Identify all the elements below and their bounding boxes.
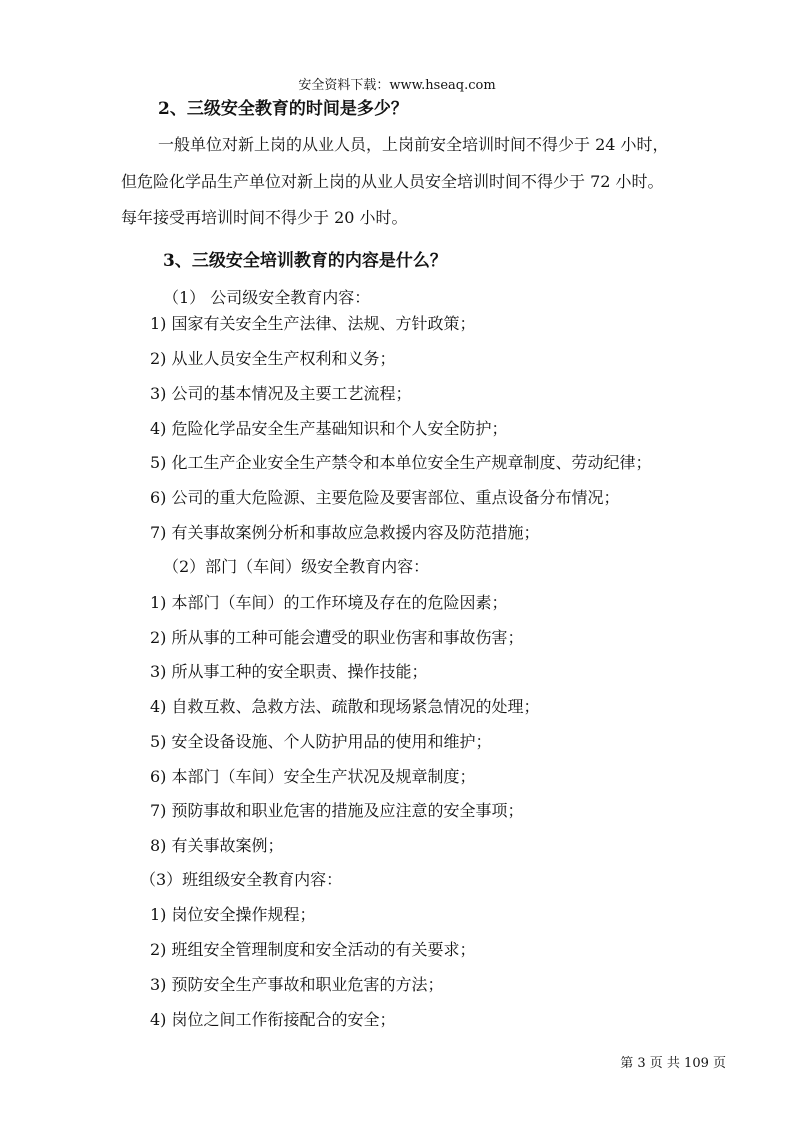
list-item: 2) 班组安全管理制度和安全活动的有关要求；: [150, 940, 476, 959]
section-2-heading: （2）部门（车间）级安全教育内容：: [163, 557, 430, 576]
list-item: 4) 自救互救、急救方法、疏散和现场紧急情况的处理；: [150, 697, 540, 716]
section-1-heading: （1） 公司级安全教育内容：: [163, 288, 371, 307]
page-header: 安全资料下载：www.hseaq.com: [298, 78, 496, 93]
list-item: 4) 岗位之间工作衔接配合的安全；: [150, 1010, 396, 1029]
list-item: 2) 所从事的工种可能会遭受的职业伤害和事故伤害；: [150, 628, 524, 647]
list-item: 7) 预防事故和职业危害的措施及应注意的安全事项；: [150, 801, 524, 820]
list-item: 8) 有关事故案例；: [150, 836, 284, 855]
list-item: 1) 本部门（车间）的工作环境及存在的危险因素；: [150, 593, 508, 612]
list-item: 2) 从业人员安全生产权利和义务；: [150, 349, 396, 368]
list-item: 3) 预防安全生产事故和职业危害的方法；: [150, 975, 444, 994]
list-item: 3) 所从事工种的安全职责、操作技能；: [150, 662, 428, 681]
question-2-line: 但危险化学品生产单位对新上岗的从业人员安全培训时间不得少于 72 小时。: [121, 172, 664, 191]
question-2-line: 一般单位对新上岗的从业人员，上岗前安全培训时间不得少于 24 小时，: [158, 135, 669, 154]
question-3-title: 3、三级安全培训教育的内容是什么？: [163, 251, 447, 271]
question-2-title: 2、三级安全教育的时间是多少？: [158, 99, 408, 119]
list-item: 1) 国家有关安全生产法律、法规、方针政策；: [150, 314, 476, 333]
section-3-heading: （3）班组级安全教育内容：: [140, 870, 343, 889]
list-item: 5) 化工生产企业安全生产禁令和本单位安全生产规章制度、劳动纪律；: [150, 453, 652, 472]
page-number: 第 3 页 共 109 页: [620, 1056, 726, 1071]
list-item: 6) 本部门（车间）安全生产状况及规章制度；: [150, 767, 476, 786]
list-item: 1) 岗位安全操作规程；: [150, 905, 316, 924]
list-item: 7) 有关事故案例分析和事故应急救援内容及防范措施；: [150, 523, 540, 542]
question-2-line: 每年接受再培训时间不得少于 20 小时。: [121, 208, 408, 227]
list-item: 4) 危险化学品安全生产基础知识和个人安全防护；: [150, 419, 508, 438]
list-item: 5) 安全设备设施、个人防护用品的使用和维护；: [150, 732, 492, 751]
list-item: 3) 公司的基本情况及主要工艺流程；: [150, 384, 412, 403]
list-item: 6) 公司的重大危险源、主要危险及要害部位、重点设备分布情况；: [150, 488, 620, 507]
